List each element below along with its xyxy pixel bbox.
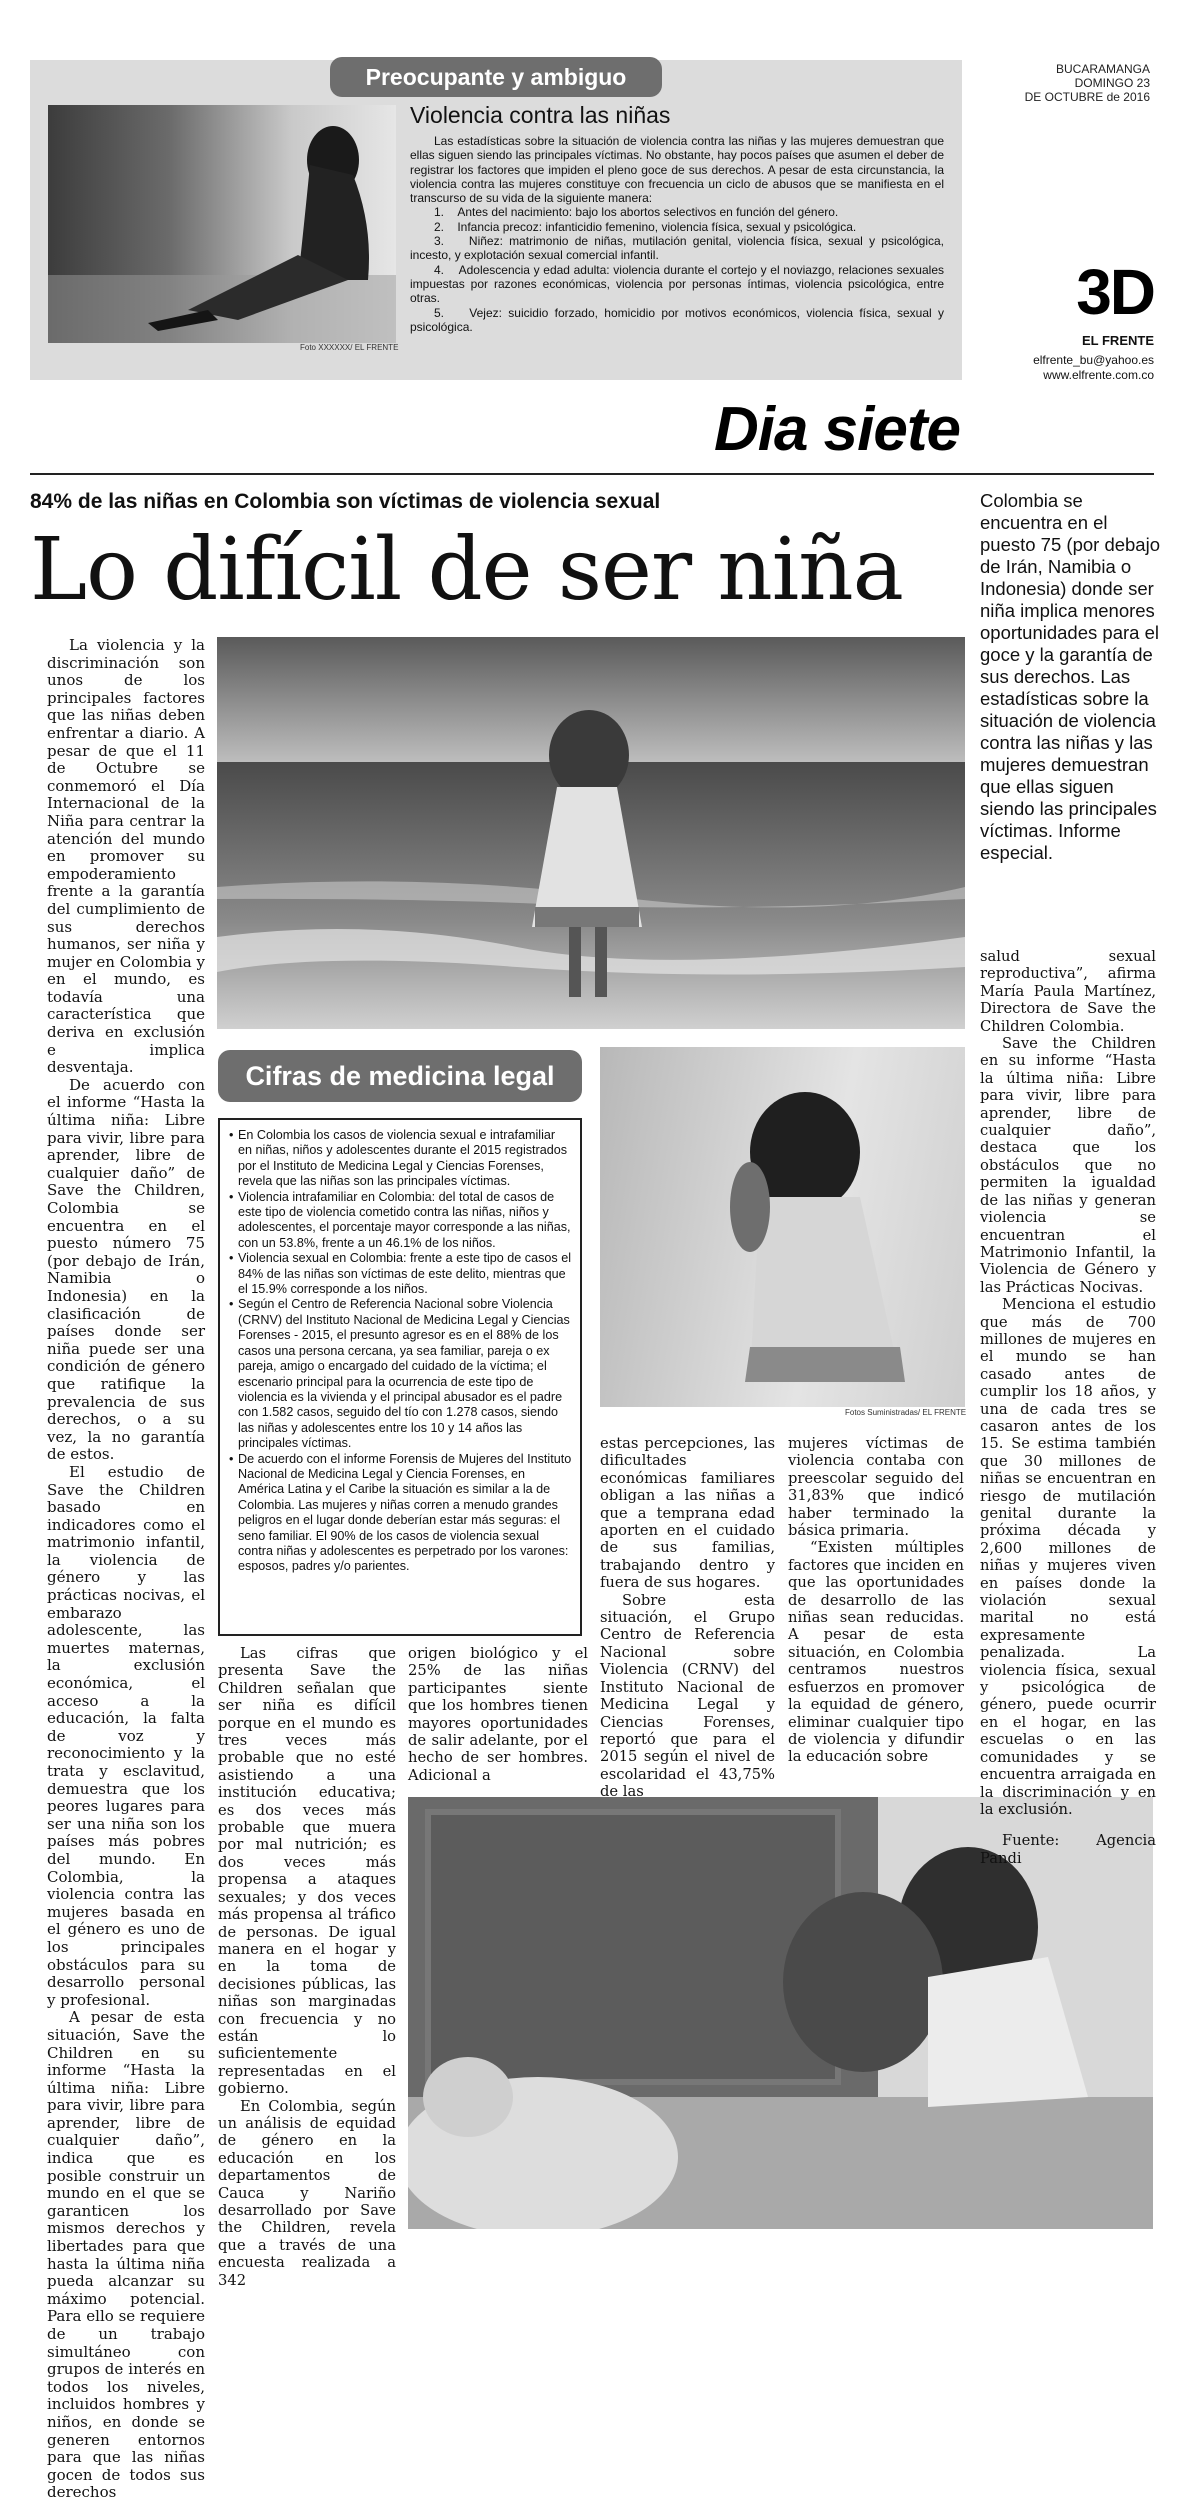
bullet-text: De acuerdo con el informe Forensis de Mujeres del Instituto Nacional de Medicina Legal y Ciencia Forenses, en América Latina y el Caribe la situación es similar a la de Colombia. Las mujeres y niñas corren a menudo grandes peligros en el lugar donde deberían estar más seguras: el seno familiar. El 90% de los casos de violencia sexual contra niñas y adolescentes es perpetrado por los varones: esposos, padres y/o parientes. [238, 1451, 572, 1574]
sad-girl-photo [48, 105, 396, 343]
section-badge: Preocupante y ambiguo [330, 57, 662, 97]
article-column [408, 1645, 588, 1785]
city: BUCARAMANGA [1055, 62, 1150, 76]
legal-bullet [229, 1251, 572, 1297]
bullet-icon: • [229, 1251, 234, 1266]
bullet-icon: • [229, 1451, 234, 1466]
bullet-text: Según el Centro de Referencia Nacional sobre Violencia (CRNV) del Instituto Nacional de Medicina Legal y Ciencias Forenses - 2015, el presunto agresor es en el 88% de los casos una persona cercana, ya sea familiar, pareja o ex pareja, amigo o encargado del cuidado de la víctima; el escenario principal para la ocurrencia de este tipo de violencia es la vivienda y el principal abusador es el padre con 1.582 casos, seguido del tío con 1.278 casos, siendo las niñas y adolescentes entre los 10 y 14 años las principales víctimas. [238, 1297, 570, 1451]
list-item: 2. Infancia precoz: infanticidio femenino, violencia física, sexual y psicológica. [434, 219, 857, 234]
legal-bullet [229, 1128, 572, 1190]
article-column [47, 636, 205, 2502]
paragraph: estas percepciones, las dificultades económicas familiares obligan a las niñas a que a temprana edad aporten en el cuidado de sus familias, trabajando dentro y fuera de sus hogares. [600, 1435, 775, 1592]
paragraph: En Colombia, según un análisis de equidad de género en la educación en los departamentos de Cauca y Nariño desarrollado por Save the Children, revela que a través de una encuesta realizada a 342 [218, 2097, 396, 2289]
list-item: 5. Vejez: suicidio forzado, homicidio por motivos económicos, violencia física, sexual y psicológica. [410, 305, 944, 334]
paragraph: origen biológico y el 25% de las niñas participantes siente que los hombres tienen mayores oportunidades de salir adelante, por el hecho de ser hombres. Adicional a [408, 1645, 588, 1784]
photo-credit: Foto XXXXXX/ EL FRENTE [300, 343, 399, 352]
legal-bullet [229, 1189, 572, 1252]
beach-girl-photo [217, 637, 965, 1029]
intro-title: Violencia contra las niñas [410, 102, 671, 128]
paragraph: El estudio de Save the Children basado en indicadores como el matrimonio infantil, la violencia de género y las prácticas nocivas, el embarazo adolescente, las muertes maternas, la exclusión económica, el acceso a la educación, la falta de voz y reconocimiento y la trata y esclavitud, demuestra que los peores lugares para ser una niña son los países más pobres del mundo. En Colombia, la violencia contra las mujeres basada en el género es uno de los principales obstáculos para su desarrollo personal y profesional. [47, 1462, 205, 2009]
sidebar-deck: Colombia se encuentra en el puesto 75 (por debajo de Irán, Namibia o Indonesia) donde ser niña implica menores oportunidades para el goce y la garantía de sus derechos. Las estadísticas sobre la situación de violencia contra las niñas y las mujeres demuestran que ellas siguen siendo las principales víctimas. Informe especial. [980, 490, 1160, 863]
paragraph: A pesar de esta situación, Save the Children en su informe “Hasta la última niña: Libre para vivir, libre para aprender, libre de cualquier daño”, indica que es posible construir un mundo en el que se garanticen los mismos derechos y libertades para que hasta la última niña pueda alcanzar su máximo potencial. Para ello se requiere de un trabajo simultáneo con grupos de interés en todos los niveles, incluidos hombres y niños, en donde se generen entornos para que las niñas gocen de todos sus derechos [47, 2008, 205, 2502]
list-item: 3. Niñez: matrimonio de niñas, mutilación genital, violencia física, sexual y psicológica, incesto, y explotación sexual comercial infantil. [410, 234, 944, 263]
paragraph: Menciona el estudio que más de 700 millones de mujeres en el mundo se han casado antes de cumplir los 18 años, y una de cada tres se casaron antes de los 15. Se estima también que 30 millones de niñas se encuentran en riesgo de mutilación genital durante la próxima década y 2,600 millones de niñas y mujeres viven en países donde la violación sexual marital no está expresamente penalizada. La violencia física, sexual y psicológica de género, puede ocurrir en el hogar, en las escuelas o en las comunidades y se encuentra arraigada en la discriminación y en la exclusión. [980, 1296, 1156, 1818]
article-column [218, 1645, 396, 2289]
source-line: Fuente: Agencia Pandi [980, 1832, 1156, 1867]
section-title: Dia siete [713, 395, 960, 464]
bullet-icon: • [229, 1297, 234, 1312]
article-column [980, 948, 1156, 1867]
section-rule [30, 473, 1154, 475]
contact-email[interactable]: elfrente_bu@yahoo.es [1033, 353, 1154, 367]
page-number: 3D [1076, 256, 1154, 328]
paragraph: salud sexual reproductiva”, afirma María Paula Martínez, Directora de Save the Children Colombia. [980, 948, 1156, 1035]
paragraph: Sobre esta situación, el Grupo Centro de Referencia Nacional sobre Violencia (CRNV) del Instituto Nacional de Medicina Legal y Ciencias Forenses, reportó que para el 2015 según el nivel de escolaridad el 43,75% de las [600, 1591, 775, 1801]
kicker: 84% de las niñas en Colombia son víctimas de violencia sexual [30, 490, 661, 513]
list-item: 4. Adolescencia y edad adulta: violencia durante el cortejo y el noviazgo, relaciones sexuales impuestas por razones económicas, violencia por personas íntimas, violencia psicológica, entre otras. [410, 262, 944, 306]
paragraph: Save the Children en su informe “Hasta la última niña: Libre para vivir, libre para aprender, libre de cualquier daño”, destaca que los obstáculos que no permiten la igualdad de las niñas y generan violencia se encuentran el Matrimonio Infantil, la Violencia de Género y las Prácticas Nocivas. [980, 1035, 1156, 1296]
paragraph: La violencia y la discriminación son unos de los principales factores que las niñas deben enfrentar a diario. A pesar de que el 11 de Octubre se conmemoró el Día Internacional de la Niña para centrar la atención del mundo en promover su empoderamiento frente a la garantía del cumplimiento de sus derechos humanos, ser niña y mujer en Colombia y en el mundo, es todavía una característica que deriva en exclusión e implica desventaja. [47, 636, 205, 1077]
legal-bullet [229, 1297, 572, 1451]
headline: Lo difícil de ser niña [30, 520, 903, 620]
paragraph: De acuerdo con el informe “Hasta la última niña: Libre para vivir, libre para aprender, libre de cualquier daño” de Save the Children, Colombia se encuentra en el puesto número 75 (por debajo de Irán, Namibia o Indonesia) en la clasificación de países donde ser niña puede ser una condición de género que ratifique la prevalencia de sus derechos, o a su vez, la no garantía de estos. [47, 1075, 205, 1464]
date-line: DOMINGO 23 [1074, 76, 1150, 90]
list-item: 1. Antes del nacimiento: bajo los abortos selectivos en función del género. [434, 205, 839, 220]
contact-website[interactable]: www.elfrente.com.co [1043, 368, 1154, 382]
bullet-text: Violencia intrafamiliar en Colombia: del total de casos de este tipo de violencia cometido contra las niñas, niños y adolescentes, el porcentaje mayor corresponde a las niñas, con un 53.8%, frente a un 46.1% de los niños. [238, 1189, 571, 1250]
bullet-text: Violencia sexual en Colombia: frente a este tipo de casos el 84% de las niñas son víctimas de este delito, mientras que el 15.9% corresponde a los niños. [238, 1251, 572, 1297]
paragraph: mujeres víctimas de violencia contaba con preescolar seguido del 31,83% que indicó haber terminado la básica primaria. [788, 1435, 964, 1540]
date-block [990, 62, 1150, 104]
legal-bullet [229, 1451, 572, 1575]
date-line: DE OCTUBRE de 2016 [1024, 90, 1150, 104]
paragraph: “Existen múltiples factores que inciden en que las oportunidades de desarrollo de las niñas sean reducidas. A pesar de esta situación, en Colombia centramos nuestros esfuerzos en promover la equidad de género, eliminar cualquier tipo de violencia y difundir la educación sobre [788, 1539, 964, 1766]
bullet-text: En Colombia los casos de violencia sexual e intrafamiliar en niñas, niños y adolescentes durante el 2015 registrados por el Instituto de Medicina Legal y Ciencias Forenses, revela que las niñas son las principales víctimas. [238, 1128, 568, 1189]
article-column [788, 1435, 964, 1785]
photo-credit: Fotos Suministradas/ EL FRENTE [845, 1408, 967, 1417]
bullet-icon: • [229, 1128, 234, 1142]
paper-name: EL FRENTE [1082, 333, 1154, 348]
bullet-icon: • [229, 1189, 234, 1204]
legal-box [218, 1118, 582, 1636]
intro-text [410, 134, 944, 334]
paragraph: Las cifras que presenta Save the Children señalan que ser niña es difícil porque en el mundo es tres veces más probable que no esté asistiendo a una institución educativa; es dos veces más probable que muera por mal nutrición; es dos veces más propensa a ataques sexuales; y dos veces más propensa al tráfico de personas. De igual manera en el hogar y en la toma de decisiones públicas, las niñas son marginadas con frecuencia y no están lo suficientemente representadas en el gobierno. [218, 1645, 396, 2098]
article-column [600, 1435, 775, 1801]
intro-paragraph: Las estadísticas sobre la situación de violencia contra las niñas y las mujeres demuestran que ellas siguen siendo las principales víctimas. No obstante, hay pocos países que asumen el deber de registrar los factores que impiden el pleno goce de sus derechos. A pesar de esta circunstancia, la violencia contra las mujeres constituye con frecuencia un ciclo de abusos que se manifiesta en el transcurso de su vida de la siguiente manera: [410, 134, 944, 206]
legal-box-badge: Cifras de medicina legal [218, 1050, 582, 1102]
crying-girl-photo [600, 1047, 965, 1407]
